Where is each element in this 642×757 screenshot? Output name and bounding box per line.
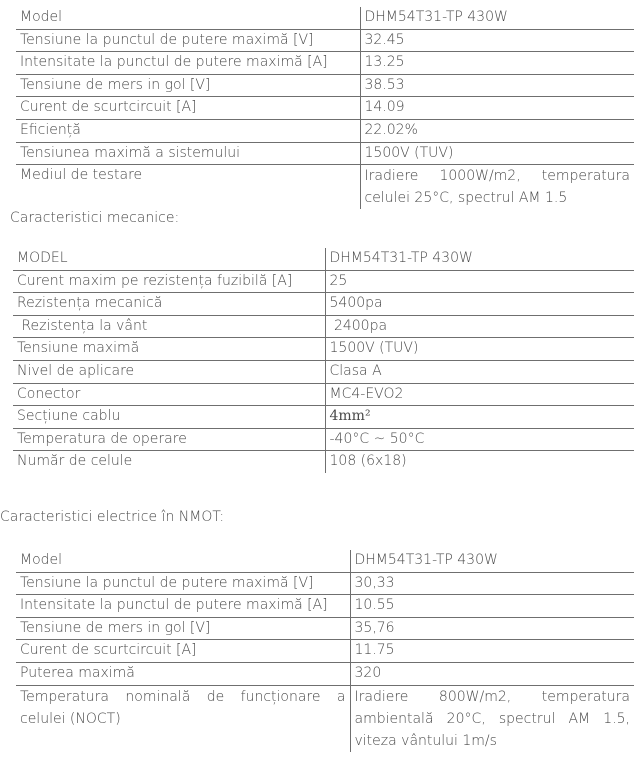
table-row bbox=[13, 293, 634, 316]
param-value: 4mm² bbox=[325, 406, 634, 429]
param-label: Rezistența la vânt bbox=[13, 315, 325, 338]
param-value: 35,76 bbox=[350, 617, 634, 640]
param-label: Curent de scurtcircuit [A] bbox=[16, 97, 360, 120]
table-row bbox=[16, 640, 634, 663]
param-label: Intensitate la punctul de putere maximă [A] bbox=[16, 595, 350, 618]
param-label: Rezistența mecanică bbox=[13, 293, 325, 316]
table-row bbox=[16, 52, 634, 75]
param-value: 1500V (TUV) bbox=[325, 338, 634, 361]
table-row bbox=[13, 451, 634, 473]
table-row bbox=[16, 617, 634, 640]
param-label: Număr de celule bbox=[13, 451, 325, 473]
param-label: Puterea maximă bbox=[16, 662, 350, 685]
param-value: Clasa A bbox=[325, 360, 634, 383]
param-label: Curent maxim pe rezistența fuzibilă [A] bbox=[13, 270, 325, 293]
table-row bbox=[16, 685, 634, 752]
table-row bbox=[13, 270, 634, 293]
param-value: MC4-EVO2 bbox=[325, 383, 634, 406]
table-row bbox=[13, 315, 634, 338]
param-label: Model bbox=[16, 550, 350, 572]
param-label: Tensiune la punctul de putere maximă [V] bbox=[16, 572, 350, 595]
param-label: Temperatura de operare bbox=[13, 428, 325, 451]
param-value: -40°C ~ 50°C bbox=[325, 428, 634, 451]
table-row bbox=[16, 572, 634, 595]
table-row bbox=[13, 360, 634, 383]
param-label: Temperatura nominală de funcționare a celulei (NOCT) bbox=[16, 685, 350, 752]
param-label: Mediul de testare bbox=[16, 165, 360, 210]
param-label: Tensiune de mers in gol [V] bbox=[16, 617, 350, 640]
param-value: 10.55 bbox=[350, 595, 634, 618]
mechanical-caption: Caracteristici mecanice: bbox=[10, 210, 180, 226]
param-value: 13.25 bbox=[360, 52, 634, 75]
param-value: DHM54T31-TP 430W bbox=[325, 248, 634, 270]
param-value: 11.75 bbox=[350, 640, 634, 663]
param-label: Tensiune maximă bbox=[13, 338, 325, 361]
param-value: 108 (6x18) bbox=[325, 451, 634, 473]
param-value: 38.53 bbox=[360, 74, 634, 97]
table-row bbox=[13, 338, 634, 361]
param-label: Secțiune cablu bbox=[13, 406, 325, 429]
param-label: Model bbox=[16, 7, 360, 29]
table-row bbox=[16, 29, 634, 52]
table-row bbox=[16, 662, 634, 685]
table-row bbox=[16, 119, 634, 142]
param-label: MODEL bbox=[13, 248, 325, 270]
param-value: 30,33 bbox=[350, 572, 634, 595]
table-row bbox=[16, 165, 634, 210]
param-value: Iradiere 800W/m2, temperatura ambientală 20°C, spectrul AM 1.5, viteza vântului 1m/s bbox=[350, 685, 634, 752]
param-value: Iradiere 1000W/m2, temperatura celulei 25°C, spectrul AM 1.5 bbox=[360, 165, 634, 210]
param-value: 14.09 bbox=[360, 97, 634, 120]
electrical-stc-table bbox=[16, 7, 634, 209]
param-label: Conector bbox=[13, 383, 325, 406]
table-row bbox=[16, 7, 634, 29]
table-row bbox=[13, 383, 634, 406]
table-row bbox=[16, 74, 634, 97]
param-label: Tensiune la punctul de putere maximă [V] bbox=[16, 29, 360, 52]
nmot-caption: Caracteristici electrice în NMOT: bbox=[0, 509, 225, 525]
param-value: 25 bbox=[325, 270, 634, 293]
table-row bbox=[13, 248, 634, 270]
param-label: Eficiență bbox=[16, 119, 360, 142]
param-value: DHM54T31-TP 430W bbox=[360, 7, 634, 29]
param-label: Tensiune de mers in gol [V] bbox=[16, 74, 360, 97]
param-label: Intensitate la punctul de putere maximă [A] bbox=[16, 52, 360, 75]
param-value: 320 bbox=[350, 662, 634, 685]
param-value: DHM54T31-TP 430W bbox=[350, 550, 634, 572]
mechanical-table bbox=[13, 248, 634, 473]
table-row bbox=[13, 406, 634, 429]
param-value: 22.02% bbox=[360, 119, 634, 142]
table-row bbox=[16, 595, 634, 618]
param-value: 5400pa bbox=[325, 293, 634, 316]
param-value: 2400pa bbox=[325, 315, 634, 338]
param-value: 1500V (TUV) bbox=[360, 142, 634, 165]
param-value: 32.45 bbox=[360, 29, 634, 52]
electrical-nmot-table bbox=[16, 550, 634, 752]
param-label: Nivel de aplicare bbox=[13, 360, 325, 383]
param-label: Curent de scurtcircuit [A] bbox=[16, 640, 350, 663]
table-row bbox=[16, 97, 634, 120]
param-label: Tensiunea maximă a sistemului bbox=[16, 142, 360, 165]
table-row bbox=[16, 550, 634, 572]
table-row bbox=[16, 142, 634, 165]
table-row bbox=[13, 428, 634, 451]
